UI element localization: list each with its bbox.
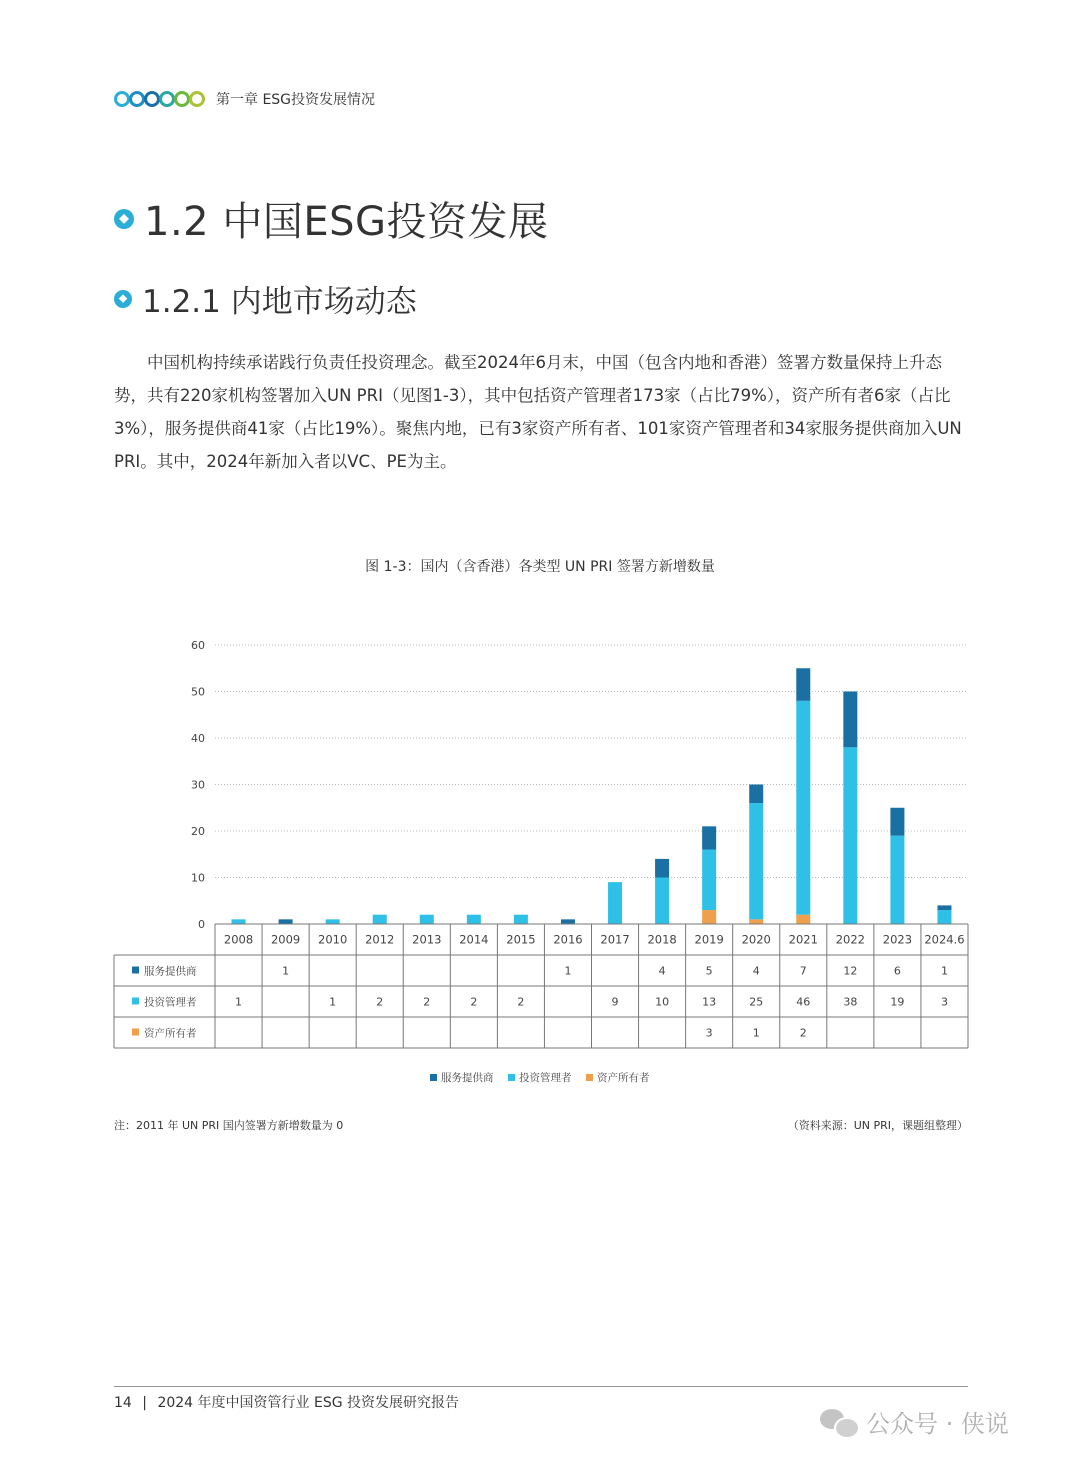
bar-segment — [702, 910, 716, 924]
legend-swatch — [132, 967, 139, 974]
watermark-text: 公众号 · 侠说 — [866, 1410, 1009, 1438]
y-tick-label: 30 — [191, 778, 205, 792]
legend-swatch — [430, 1074, 437, 1081]
chapter-title: 第一章 ESG投资发展情况 — [216, 92, 376, 108]
figure-title: 图 1-3：国内（含香港）各类型 UN PRI 签署方新增数量 — [365, 559, 715, 575]
bullet-icon — [114, 209, 134, 229]
chapter-header — [114, 88, 375, 110]
data-label: 2 — [517, 995, 525, 1009]
page-number: 14 — [114, 1395, 132, 1411]
data-label: 19 — [890, 995, 905, 1009]
section-title: 1.2 中国ESG投资发展 — [144, 199, 549, 245]
subsection-heading — [114, 276, 417, 321]
bar-segment — [702, 826, 716, 849]
bar-segment — [373, 915, 387, 924]
bar-segment — [749, 803, 763, 919]
page-footer — [114, 1392, 459, 1412]
data-label: 2 — [423, 995, 431, 1009]
bar-segment — [843, 692, 857, 748]
bar-segment — [890, 808, 904, 836]
data-label: 2 — [799, 1026, 807, 1040]
subsection-title: 1.2.1 内地市场动态 — [142, 284, 417, 320]
y-tick-label: 10 — [191, 871, 205, 885]
data-label: 1 — [940, 964, 948, 978]
bar-segment — [514, 915, 528, 924]
x-tick-label: 2013 — [412, 932, 442, 947]
watermark — [820, 1404, 1009, 1439]
y-tick-label: 50 — [191, 685, 205, 699]
data-label: 3 — [940, 995, 948, 1009]
section-heading — [114, 190, 549, 247]
table-row-label: 投资管理者 — [144, 996, 197, 1009]
x-tick-label: 2018 — [647, 932, 677, 947]
legend-label: 服务提供商 — [441, 1072, 494, 1084]
bar-segment — [655, 878, 669, 925]
table-row-label: 服务提供商 — [144, 965, 197, 978]
data-label: 5 — [705, 964, 713, 978]
bar-segment — [279, 919, 293, 924]
figure-source: （资料来源：UN PRI，课题组整理） — [787, 1119, 968, 1132]
data-label: 4 — [752, 964, 760, 978]
legend-swatch — [132, 1029, 139, 1036]
x-tick-label: 2020 — [741, 932, 771, 947]
x-tick-label: 2008 — [223, 932, 254, 947]
x-tick-label: 2022 — [835, 932, 865, 947]
data-label: 1 — [235, 995, 243, 1009]
legend-label: 资产所有者 — [597, 1072, 650, 1084]
legend-swatch — [586, 1074, 593, 1081]
x-tick-label: 2023 — [882, 932, 913, 947]
x-tick-label: 2019 — [694, 932, 724, 947]
data-label: 13 — [702, 995, 717, 1009]
data-label: 4 — [658, 964, 666, 978]
bullet-icon — [114, 290, 132, 308]
data-label: 25 — [749, 995, 764, 1009]
legend-swatch — [508, 1074, 515, 1081]
data-label: 1 — [752, 1026, 760, 1040]
y-tick-label: 60 — [191, 639, 205, 652]
bar-segment — [937, 910, 951, 924]
data-label: 2 — [376, 995, 384, 1009]
data-label: 2 — [470, 995, 478, 1009]
x-tick-label: 2017 — [600, 932, 630, 947]
data-label: 1 — [329, 995, 337, 1009]
data-label: 3 — [705, 1026, 713, 1040]
wechat-icon — [820, 1407, 856, 1437]
chapter-dots-logo — [114, 91, 204, 107]
bar-segment — [655, 859, 669, 878]
data-label: 1 — [564, 964, 572, 978]
paragraph-line: 中国机构持续承诺践行负责任投资理念。截至2024年6月末，中国（包含内地和香港）签署方数量保持上升态 — [147, 353, 942, 372]
stacked-bar-chart — [0, 620, 1080, 1100]
legend-label: 投资管理者 — [519, 1072, 572, 1084]
bar-segment — [937, 905, 951, 910]
x-tick-label: 2024.6 — [924, 932, 965, 947]
footer-divider — [114, 1386, 968, 1387]
bar-segment — [702, 850, 716, 910]
x-tick-label: 2009 — [270, 932, 301, 947]
x-tick-label: 2010 — [318, 932, 348, 947]
y-tick-label: 40 — [191, 732, 205, 745]
legend-swatch — [132, 998, 139, 1005]
data-label: 46 — [796, 995, 811, 1009]
x-tick-label: 2012 — [365, 932, 395, 947]
bar-segment — [467, 915, 481, 924]
bar-segment — [796, 668, 810, 701]
paragraph-line: PRI。其中，2024年新加入者以VC、PE为主。 — [114, 452, 457, 471]
bar-segment — [749, 919, 763, 924]
data-label: 9 — [611, 995, 619, 1009]
y-tick-label: 0 — [198, 918, 205, 931]
figure-note: 注：2011 年 UN PRI 国内签署方新增数量为 0 — [114, 1119, 344, 1132]
bar-segment — [561, 919, 575, 924]
report-title: 2024 年度中国资管行业 ESG 投资发展研究报告 — [157, 1395, 460, 1411]
paragraph-line: 势，共有220家机构签署加入UN PRI（见图1-3），其中包括资产管理者173家（占比79%），资产所有者6家（占比 — [114, 386, 951, 405]
paragraph-line: 3%），服务提供商41家（占比19%）。聚焦内地，已有3家资产所有者、101家资产管理者和34家服务提供商加入UN — [114, 419, 962, 438]
bar-segment — [608, 882, 622, 924]
data-label: 10 — [655, 995, 670, 1009]
data-label: 38 — [843, 995, 858, 1009]
x-tick-label: 2016 — [553, 932, 583, 947]
bar-segment — [796, 701, 810, 915]
bar-segment — [420, 915, 434, 924]
table-row-label: 资产所有者 — [144, 1027, 197, 1040]
body-paragraph — [114, 346, 968, 478]
footer-separator: | — [142, 1395, 147, 1411]
y-tick-label: 20 — [191, 825, 205, 838]
bar-segment — [749, 785, 763, 804]
data-label: 1 — [282, 964, 290, 978]
bar-segment — [890, 836, 904, 924]
bar-segment — [232, 919, 246, 924]
x-tick-label: 2015 — [506, 932, 536, 947]
x-tick-label: 2021 — [788, 932, 818, 947]
data-label: 7 — [799, 964, 807, 978]
x-tick-label: 2014 — [459, 932, 489, 947]
bar-segment — [796, 915, 810, 924]
bar-segment — [326, 919, 340, 924]
data-label: 6 — [893, 964, 901, 978]
data-label: 12 — [843, 964, 858, 978]
bar-segment — [843, 747, 857, 924]
